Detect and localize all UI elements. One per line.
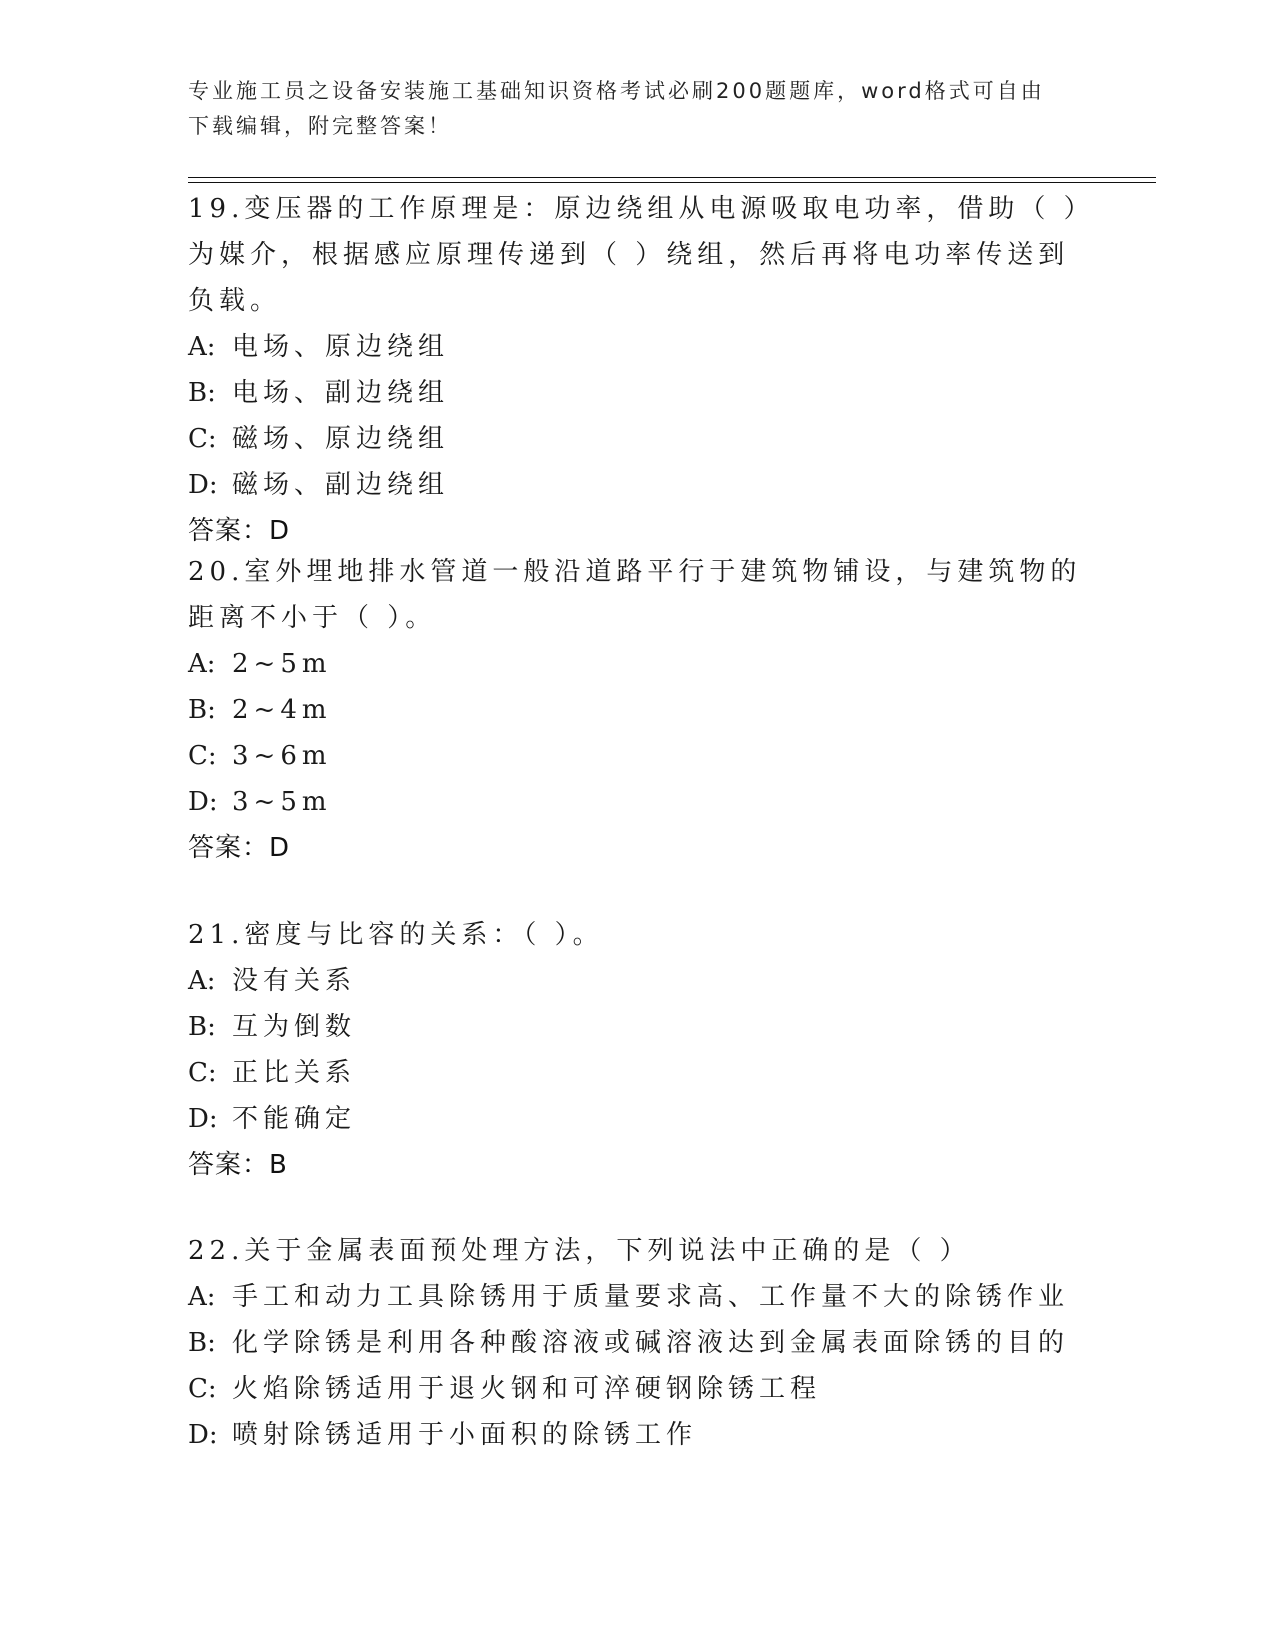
- option-text: 喷射除锈适用于小面积的除锈工作: [232, 1420, 698, 1450]
- header-line-2: 下载编辑，附完整答案！: [188, 114, 452, 138]
- option-key: C:: [188, 424, 217, 454]
- option-key: D:: [188, 470, 218, 500]
- option-b: [188, 687, 1088, 733]
- option-key: A:: [188, 649, 216, 679]
- question-stem: 20.室外埋地排水管道一般沿道路平行于建筑物铺设，与建筑物的距离不小于（ ）。: [188, 557, 1082, 633]
- answer-line: 答案：B: [188, 1150, 288, 1180]
- answer-line: 答案：D: [188, 516, 291, 546]
- option-text: 不能确定: [232, 1104, 357, 1134]
- header-line-1: 专业施工员之设备安装施工基础知识资格考试必刷200题题库，word格式可自由: [188, 79, 1045, 103]
- option-b: [188, 1320, 1088, 1366]
- option-key: D:: [188, 1104, 218, 1134]
- option-text: 互为倒数: [232, 1012, 357, 1042]
- option-text: 电场、副边绕组: [232, 378, 450, 408]
- option-d: [188, 779, 1088, 825]
- question-22: [188, 1228, 1088, 1458]
- option-text: 3~6m: [232, 741, 332, 771]
- option-key: A:: [188, 966, 216, 996]
- option-d: [188, 1096, 1088, 1142]
- option-text: 化学除锈是利用各种酸溶液或碱溶液达到金属表面除锈的目的: [232, 1328, 1070, 1358]
- option-a: [188, 958, 1088, 1004]
- option-text: 电场、原边绕组: [232, 332, 450, 362]
- option-c: [188, 416, 1088, 462]
- option-text: 火焰除锈适用于退火钢和可淬硬钢除锈工程: [232, 1374, 822, 1404]
- option-a: [188, 641, 1088, 687]
- option-text: 2~4m: [232, 695, 332, 725]
- question-19: [188, 186, 1088, 554]
- option-d: [188, 462, 1088, 508]
- option-key: D:: [188, 787, 218, 817]
- option-key: B:: [188, 378, 216, 408]
- option-key: C:: [188, 741, 217, 771]
- option-c: [188, 733, 1088, 779]
- option-key: A:: [188, 1282, 216, 1312]
- option-key: C:: [188, 1374, 217, 1404]
- option-c: [188, 1050, 1088, 1096]
- question-stem: 21.密度与比容的关系：（ ）。: [188, 920, 604, 950]
- question-stem: 22.关于金属表面预处理方法，下列说法中正确的是（ ）: [188, 1236, 971, 1266]
- option-key: B:: [188, 695, 216, 725]
- answer-line: 答案：D: [188, 833, 291, 863]
- option-a: [188, 324, 1088, 370]
- option-key: B:: [188, 1012, 216, 1042]
- option-key: B:: [188, 1328, 216, 1358]
- header-divider-bottom: [188, 182, 1156, 183]
- document-header: [188, 74, 1078, 144]
- option-c: [188, 1366, 1088, 1412]
- option-text: 手工和动力工具除锈用于质量要求高、工作量不大的除锈作业: [232, 1282, 1070, 1312]
- option-key: C:: [188, 1058, 217, 1088]
- option-key: A:: [188, 332, 216, 362]
- option-text: 没有关系: [232, 966, 357, 996]
- option-a: [188, 1274, 1088, 1320]
- option-b: [188, 1004, 1088, 1050]
- header-divider-top: [188, 177, 1156, 178]
- option-text: 2~5m: [232, 649, 332, 679]
- question-20: [188, 549, 1088, 871]
- option-text: 3~5m: [232, 787, 332, 817]
- question-stem: 19.变压器的工作原理是：原边绕组从电源吸取电功率，借助（ ）为媒介，根据感应原理传递到（ ）绕组，然后再将电功率传送到负载。: [188, 194, 1082, 316]
- question-21: [188, 912, 1088, 1188]
- option-d: [188, 1412, 1088, 1458]
- option-text: 正比关系: [232, 1058, 357, 1088]
- option-text: 磁场、副边绕组: [232, 470, 450, 500]
- option-key: D:: [188, 1420, 218, 1450]
- option-text: 磁场、原边绕组: [232, 424, 450, 454]
- option-b: [188, 370, 1088, 416]
